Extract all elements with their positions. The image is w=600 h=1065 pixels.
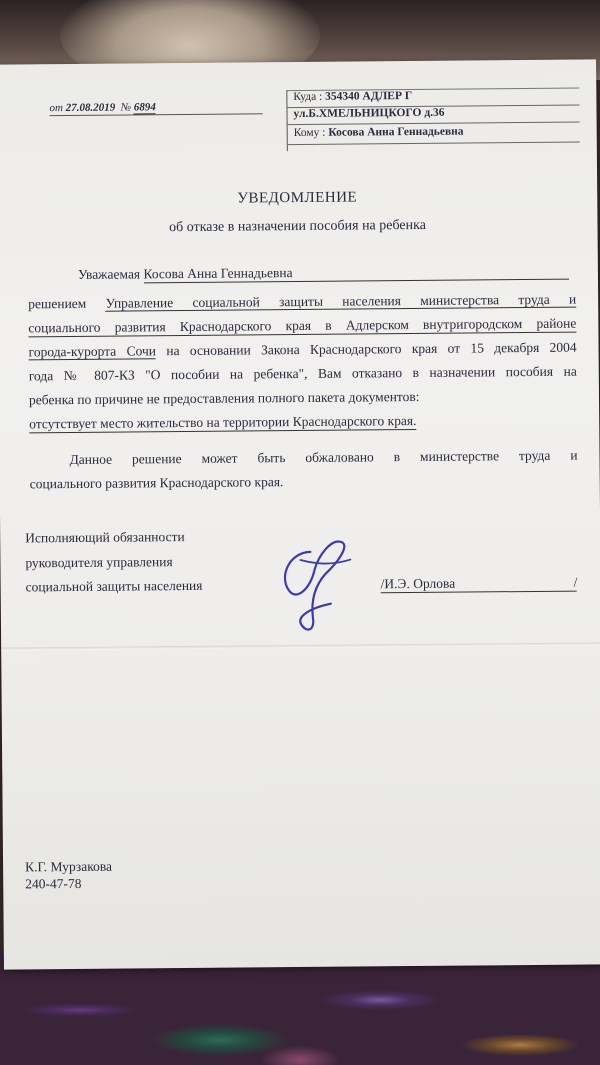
paper-fold <box>1 642 600 650</box>
whom-label: Кому : <box>293 126 326 140</box>
reg-date: 27.08.2019 <box>65 101 116 115</box>
signatory-line-2: руководителя управления <box>25 554 173 571</box>
executor-phone: 240-47-78 <box>25 875 82 892</box>
address-rule-2 <box>288 122 580 126</box>
whom-value: Косова Анна Геннадьевна <box>328 125 464 139</box>
refusal-reason: отсутствует место жительство на территории Краснодарского края. <box>29 412 417 432</box>
reg-prefix: от <box>49 102 63 115</box>
body-line-2: социального развития Краснодарского края в Адлерском внутригородском районе <box>28 315 577 336</box>
registration-line <box>49 100 262 116</box>
to-line1 <box>293 90 412 103</box>
to-value-2: ул.Б.ХМЕЛЬНИЦКОГО д.36 <box>293 106 445 121</box>
to-label: Куда : <box>293 90 323 104</box>
greeting-prefix: Уважаемая <box>77 266 141 282</box>
signatory-line-3: социальной защиты населения <box>25 577 203 595</box>
document-title: УВЕДОМЛЕНИЕ <box>237 189 358 207</box>
recipient-name: Косова Анна Геннадьевна <box>143 263 568 284</box>
authority-name-3: города-курорта Сочи <box>28 343 157 360</box>
body-line-5: ребенка по причине не предоставления полного пакета документов: <box>28 388 420 408</box>
whom-line <box>294 126 464 139</box>
body-line-4: года № 807-КЗ "О пособии на ребенка", Вам отказано в назначении пособия на <box>28 363 577 384</box>
body-l1-word: решением <box>28 295 87 312</box>
authority-name-1: Управление социальной защиты населения министерства труда и <box>105 291 577 311</box>
reg-number: 6894 <box>133 101 156 114</box>
document-subtitle: об отказе в назначении пособия на ребенка <box>169 217 426 236</box>
body-line-1 <box>28 292 576 313</box>
body-line-3 <box>29 340 577 361</box>
appeal-line-2: социального развития Краснодарского края. <box>29 474 284 492</box>
address-rule-3 <box>288 142 580 146</box>
handwritten-signature <box>270 529 361 640</box>
greeting <box>78 263 569 284</box>
address-box <box>286 88 580 152</box>
to-value-1: 354340 АДЛЕР Г <box>325 90 413 103</box>
signatory-line-1: Исполняющий обязанности <box>25 529 185 546</box>
reg-no-label: № <box>120 101 132 114</box>
signatory-name: /И.Э. Орлова <box>381 575 577 594</box>
appeal-line-1: Данное решение может быть обжаловано в министерстве труда и <box>69 447 578 468</box>
executor-name: К.Г. Мурзакова <box>25 858 113 875</box>
document-page <box>0 59 600 969</box>
body-l3-rest: на основании Закона Краснодарского края от 15 декабря 2004 <box>166 339 577 359</box>
signatory-closing-slash: / <box>573 574 578 590</box>
